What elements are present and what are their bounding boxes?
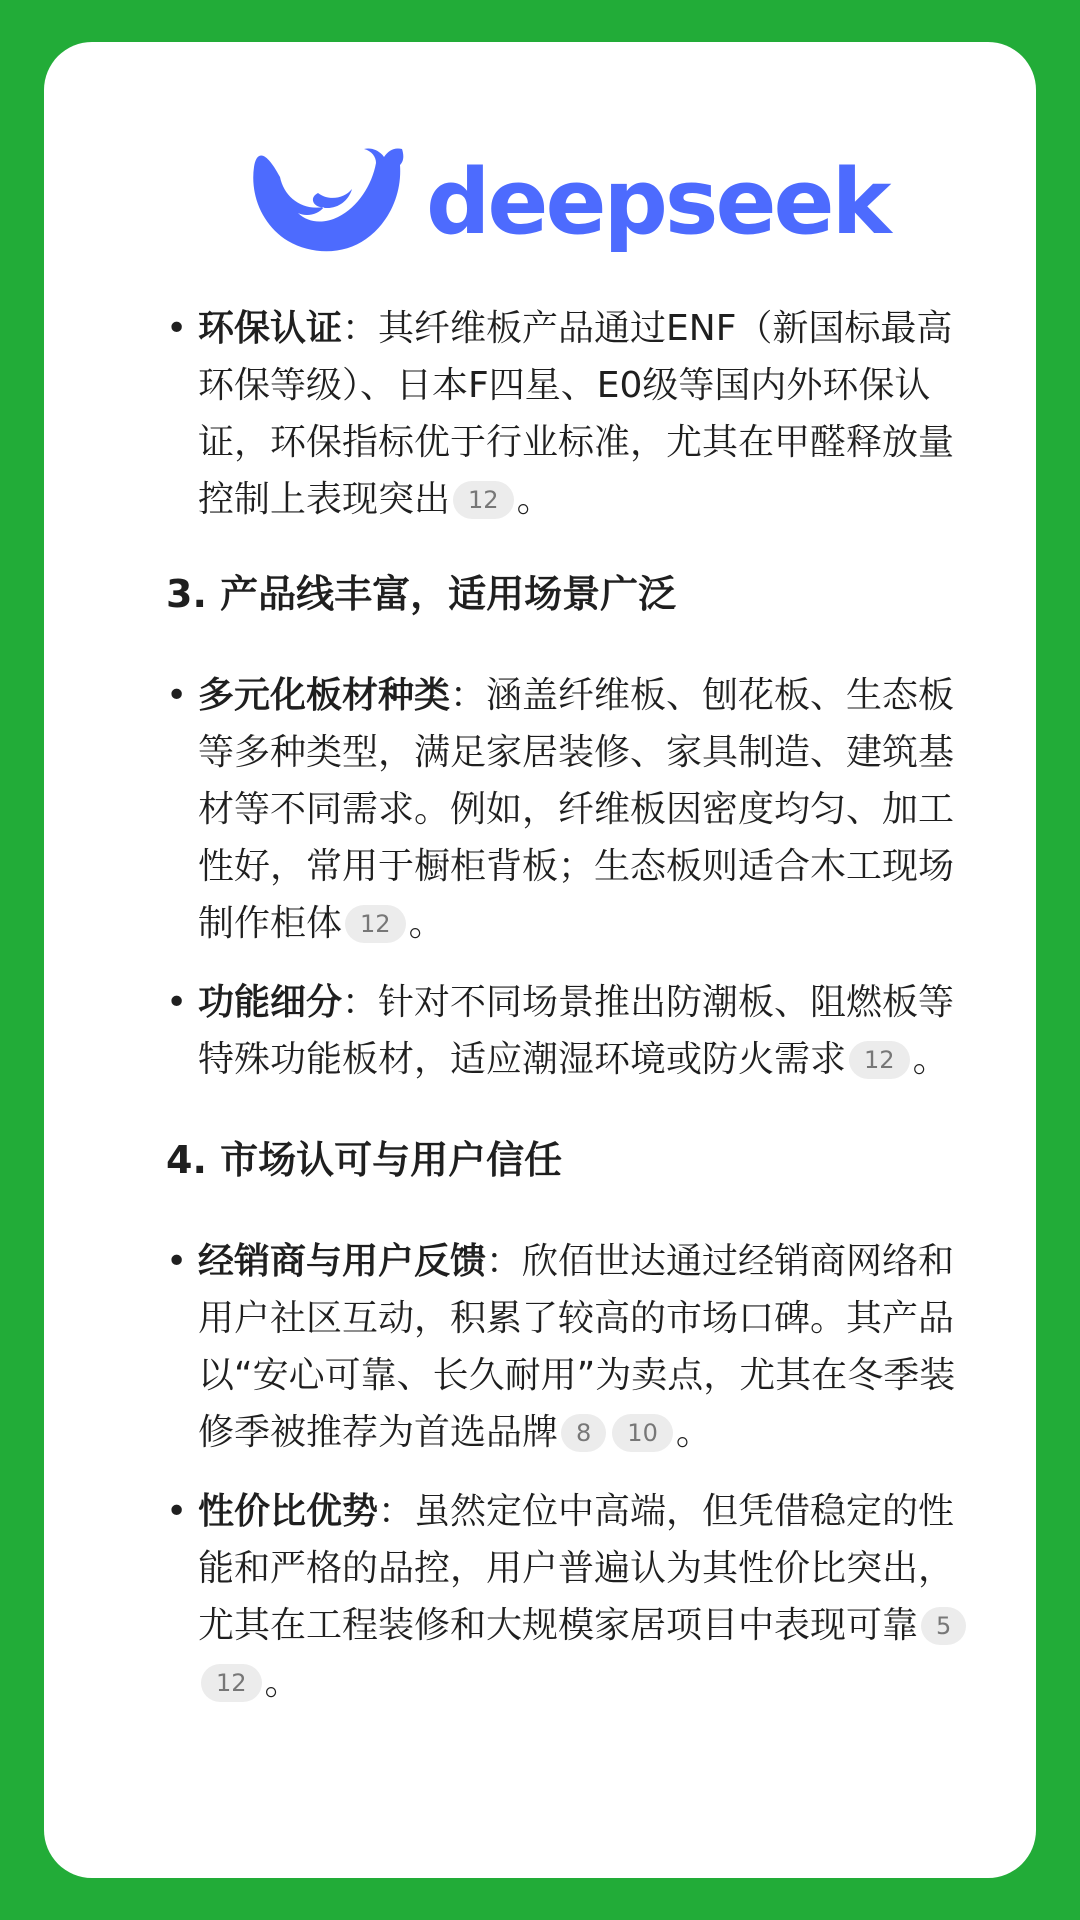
citation-badge[interactable]: 12 xyxy=(345,905,406,943)
citation-badge[interactable]: 12 xyxy=(201,1664,262,1702)
whale-icon xyxy=(252,135,412,265)
item-end: 。 xyxy=(912,1039,949,1080)
item-title: 多元化板材种类 xyxy=(198,675,451,716)
list-market xyxy=(166,1233,986,1711)
item-text: ：其纤维板产品通过ENF（新国标最高环保等级）、日本F四星、E0级等国内外环保认证，环保指标优于行业标准，尤其在甲醛释放量控制上表现突出 xyxy=(198,308,955,520)
list-product-line xyxy=(166,667,986,1088)
section-heading: 4. 市场认可与用户信任 xyxy=(166,1138,563,1182)
citation-badge[interactable]: 12 xyxy=(849,1041,910,1079)
bullet: • xyxy=(166,675,188,716)
item-text: ：针对不同场景推出防潮板、阻燃板等特殊功能板材，适应潮湿环境或防火需求 xyxy=(198,982,955,1080)
item-end: 。 xyxy=(516,479,553,520)
list-environmental xyxy=(166,300,986,528)
brand-wordmark: deepseek xyxy=(426,150,889,255)
item-text: ：欣佰世达通过经销商网络和用户社区互动，积累了较高的市场口碑。其产品以“安心可靠、长久耐用”为卖点，尤其在冬季装修季被推荐为首选品牌 xyxy=(198,1241,956,1453)
bullet: • xyxy=(166,308,188,349)
section-heading: 3. 产品线丰富，适用场景广泛 xyxy=(166,572,677,616)
item-title: 经销商与用户反馈 xyxy=(198,1241,487,1282)
citation-badge[interactable]: 10 xyxy=(612,1414,673,1452)
list-item xyxy=(166,1483,986,1711)
item-end: 。 xyxy=(675,1412,712,1453)
list-item xyxy=(166,667,986,952)
article-content xyxy=(166,300,986,1733)
list-item xyxy=(166,1233,986,1461)
item-end: 。 xyxy=(264,1662,301,1703)
deepseek-logo xyxy=(252,135,889,265)
item-end: 。 xyxy=(408,903,445,944)
item-text: ：涵盖纤维板、刨花板、生态板等多种类型，满足家居装修、家具制造、建筑基材等不同需求。例如，纤维板因密度均匀、加工性好，常用于橱柜背板；生态板则适合木工现场制作柜体 xyxy=(198,675,955,944)
bullet: • xyxy=(166,1241,188,1282)
bullet: • xyxy=(166,1491,188,1532)
item-text: ：虽然定位中高端，但凭借稳定的性能和严格的品控，用户普遍认为其性价比突出，尤其在工程装修和大规模家居项目中表现可靠 xyxy=(198,1491,955,1646)
list-item xyxy=(166,300,986,528)
citation-badge[interactable]: 12 xyxy=(453,481,514,519)
list-item xyxy=(166,974,986,1088)
bullet: • xyxy=(166,982,188,1023)
item-title: 性价比优势 xyxy=(198,1491,379,1532)
citation-badge[interactable]: 5 xyxy=(921,1607,966,1645)
item-title: 环保认证 xyxy=(198,308,343,349)
item-title: 功能细分 xyxy=(198,982,343,1023)
citation-badge[interactable]: 8 xyxy=(561,1414,606,1452)
